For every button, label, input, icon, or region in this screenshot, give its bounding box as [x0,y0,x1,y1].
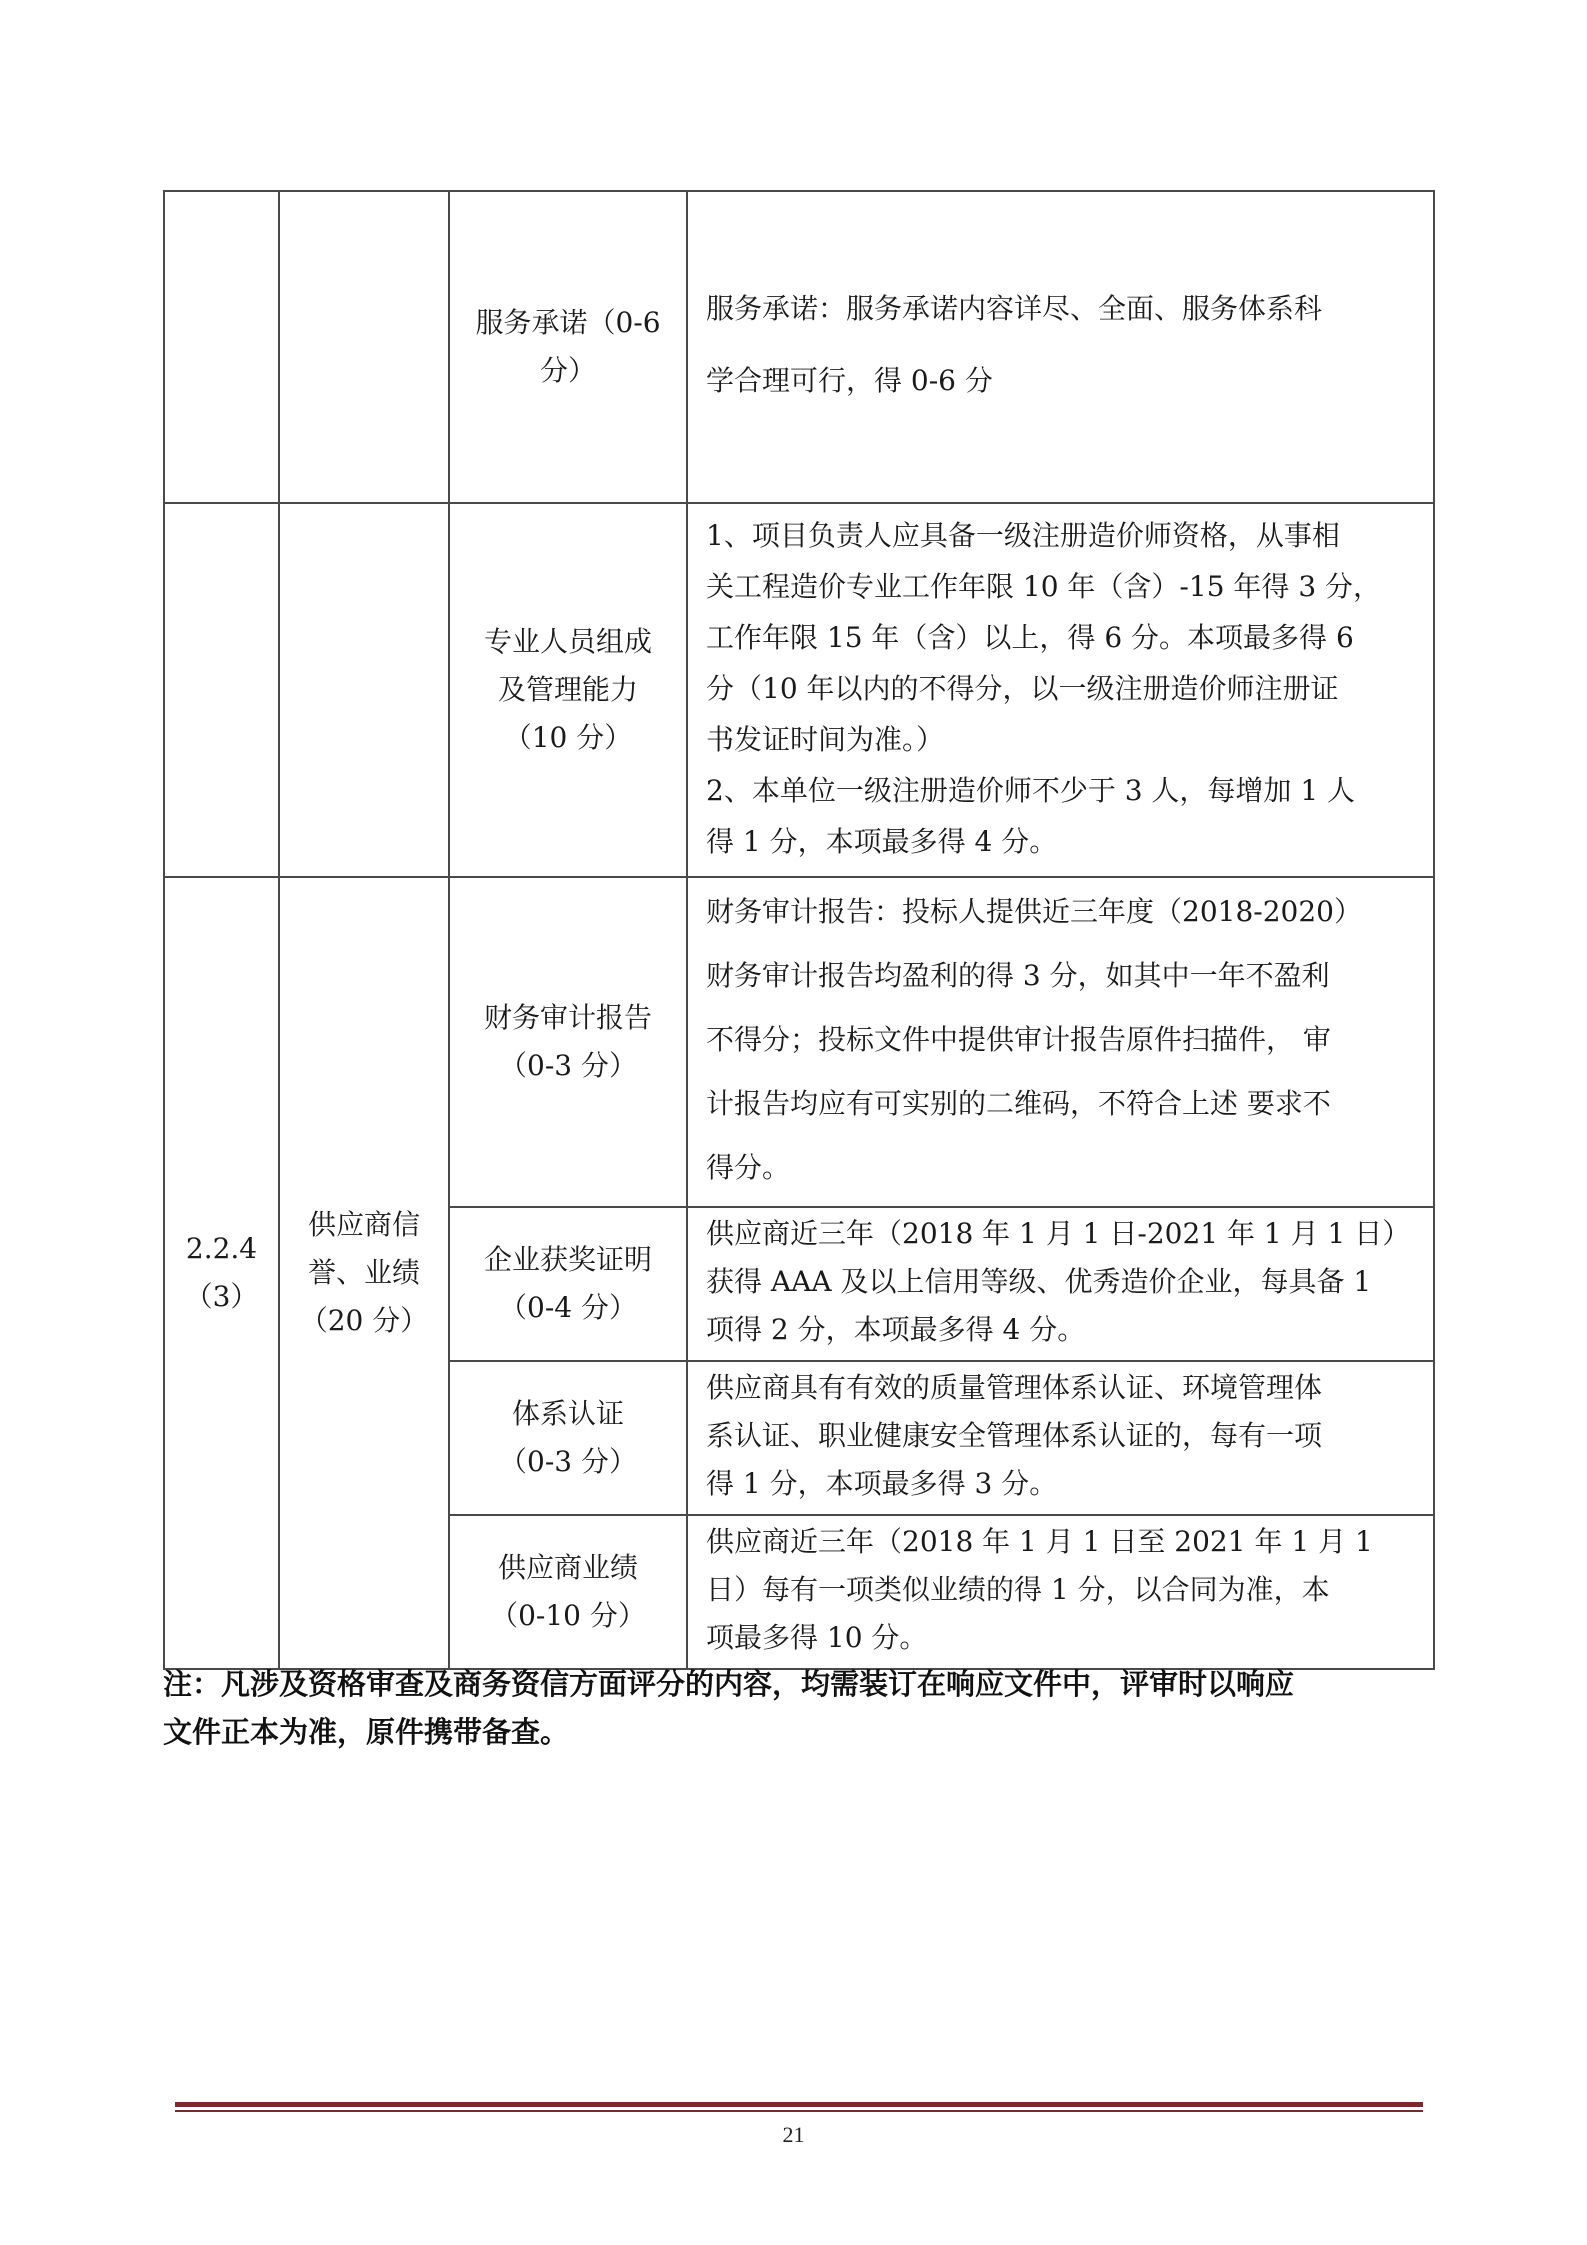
item-line: 企业获奖证明 [483,1243,652,1276]
item-line: （10 分） [503,721,633,754]
criteria-cell-staff [687,503,1434,877]
criteria-line: 供应商近三年（2018 年 1 月 1 日至 2021 年 1 月 1 [706,1525,1373,1558]
criteria-line: 得分。 [706,1151,791,1184]
criteria-cell-award [687,1207,1434,1361]
criteria-line: 得 1 分，本项最多得 3 分。 [706,1467,1058,1500]
criteria-line: 财务审计报告均盈利的得 3 分，如其中一年不盈利 [706,959,1330,992]
category-line: 誉、业绩 [307,1256,420,1289]
item-line: 体系认证 [511,1397,624,1430]
criteria-line: 系认证、职业健康安全管理体系认证的，每有一项 [706,1419,1323,1452]
table-row-staff [164,503,1434,877]
criteria-line: 供应商具有有效的质量管理体系认证、环境管理体 [706,1371,1323,1404]
category-line: 供应商信 [307,1208,420,1241]
criteria-cell-perf [687,1515,1434,1669]
code-cell-empty [164,503,279,877]
category-cell-empty [279,191,449,503]
criteria-line: 不得分；投标文件中提供审计报告原件扫描件， 审 [706,1023,1331,1056]
item-line: （0-3 分） [499,1445,637,1478]
page-number: 21 [782,2122,805,2147]
criteria-cell-service [687,191,1434,503]
criteria-line: 2、本单位一级注册造价师不少于 3 人，每增加 1 人 [706,773,1356,807]
category-cell-empty [279,503,449,877]
criteria-line: 服务承诺：服务承诺内容详尽、全面、服务体系科 [706,292,1323,325]
footnote-line: 文件正本为准，原件携带备查。 [163,1715,570,1749]
criteria-cell-audit [687,877,1434,1207]
scoring-table [163,190,1435,1670]
item-line: （0-10 分） [490,1599,646,1632]
footer-divider-thin [175,2110,1423,2112]
category-line: （20 分） [299,1304,429,1337]
criteria-line: 获得 AAA 及以上信用等级、优秀造价企业，每具备 1 [706,1265,1372,1298]
code-line: （3） [184,1280,259,1313]
criteria-line: 得 1 分，本项最多得 4 分。 [706,824,1058,858]
criteria-line: 书发证时间为准。） [706,722,945,756]
item-line: 财务审计报告 [483,1001,652,1034]
item-line: 服务承诺（0-6 [475,306,661,339]
item-line: 及管理能力 [497,673,638,706]
item-cell-cert [449,1361,687,1515]
criteria-line: 关工程造价专业工作年限 10 年（含）-15 年得 3 分， [706,569,1382,603]
code-line: 2.2.4 [185,1232,258,1265]
criteria-line: 供应商近三年（2018 年 1 月 1 日-2021 年 1 月 1 日） [706,1217,1411,1250]
item-cell-audit [449,877,687,1207]
criteria-line: 1、项目负责人应具备一级注册造价师资格，从事相 [706,518,1340,552]
footnote-line: 注：凡涉及资格审查及商务资信方面评分的内容，均需装订在响应文件中，评审时以响应 [163,1667,1295,1701]
criteria-line: 财务审计报告：投标人提供近三年度（2018-2020） [706,895,1362,928]
table-row-audit [164,877,1434,1207]
item-line: （0-3 分） [499,1049,637,1082]
criteria-line: 学合理可行，得 0-6 分 [706,364,993,397]
item-cell-staff [449,503,687,877]
footnote [163,1660,1443,1756]
criteria-line: 项得 2 分，本项最多得 4 分。 [706,1313,1086,1346]
criteria-line: 项最多得 10 分。 [706,1621,928,1654]
item-line: 供应商业绩 [497,1551,638,1584]
code-cell-empty [164,191,279,503]
criteria-cell-cert [687,1361,1434,1515]
footer-divider [175,2102,1423,2107]
item-cell-service [449,191,687,503]
criteria-line: 分（10 年以内的不得分，以一级注册造价师注册证 [706,671,1339,705]
item-line: 专业人员组成 [483,625,652,658]
criteria-line: 工作年限 15 年（含）以上，得 6 分。本项最多得 6 [706,620,1354,654]
code-cell-2-2-4 [164,877,279,1669]
criteria-line: 日）每有一项类似业绩的得 1 分，以合同为准，本 [706,1573,1330,1606]
item-line: （0-4 分） [499,1291,637,1324]
category-cell-reputation [279,877,449,1669]
item-cell-award [449,1207,687,1361]
item-cell-perf [449,1515,687,1669]
table-row-service [164,191,1434,503]
criteria-line: 计报告均应有可实别的二维码，不符合上述 要求不 [706,1087,1331,1120]
item-line: 分） [539,354,596,387]
